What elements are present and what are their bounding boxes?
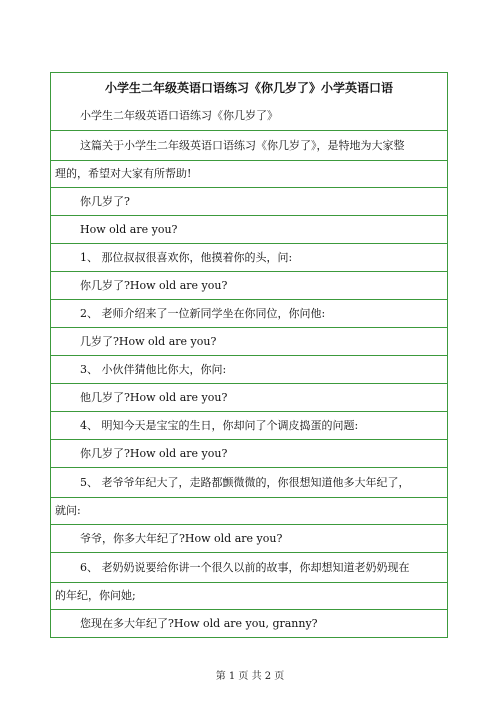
table-row: 爷爷，你多大年纪了?How old are you?: [51, 524, 447, 552]
table-row: 小学生二年级英语口语练习《你几岁了》: [80, 109, 278, 122]
table-row: How old are you?: [51, 215, 447, 243]
table-row: 你几岁了?How old are you?: [51, 271, 447, 299]
table-row: 理的，希望对大家有所帮助!: [51, 160, 447, 187]
page-footer: 第 1 页 共 2 页: [215, 671, 285, 682]
table-row: 1、 那位叔叔很喜欢你，他摸着你的头，问:: [51, 243, 447, 271]
table-row: 你几岁了?: [51, 187, 447, 215]
table-row: 6、 老奶奶说要给你讲一个很久以前的故事，你却想知道老奶奶现在: [51, 552, 447, 582]
table-row: 这篇关于小学生二年级英语口语练习《你几岁了》，是特地为大家整: [51, 130, 447, 160]
table-row: 他几岁了?How old are you?: [51, 383, 447, 411]
table-row: 5、 老爷爷年纪大了，走路都颤微微的，你很想知道他多大年纪了，: [51, 467, 447, 497]
table-row: 4、 明知今天是宝宝的生日，你却问了个调皮捣蛋的问题:: [51, 411, 447, 439]
table-row: 的年纪，你问她;: [51, 582, 447, 609]
table-row: 2、 老师介绍来了一位新同学坐在你同位，你问他:: [51, 299, 447, 327]
table-row: 几岁了?How old are you?: [51, 327, 447, 355]
document-rows: [51, 102, 447, 637]
table-row: 你几岁了?How old are you?: [51, 439, 447, 467]
table-row: 您现在多大年纪了?How old are you, granny?: [51, 609, 447, 637]
document-table: [50, 72, 448, 638]
table-row: 就问:: [51, 497, 447, 524]
table-row: 3、 小伙伴猜他比你大，你问:: [51, 355, 447, 383]
document-title: 小学生二年级英语口语练习《你几岁了》小学英语口语: [104, 80, 393, 95]
